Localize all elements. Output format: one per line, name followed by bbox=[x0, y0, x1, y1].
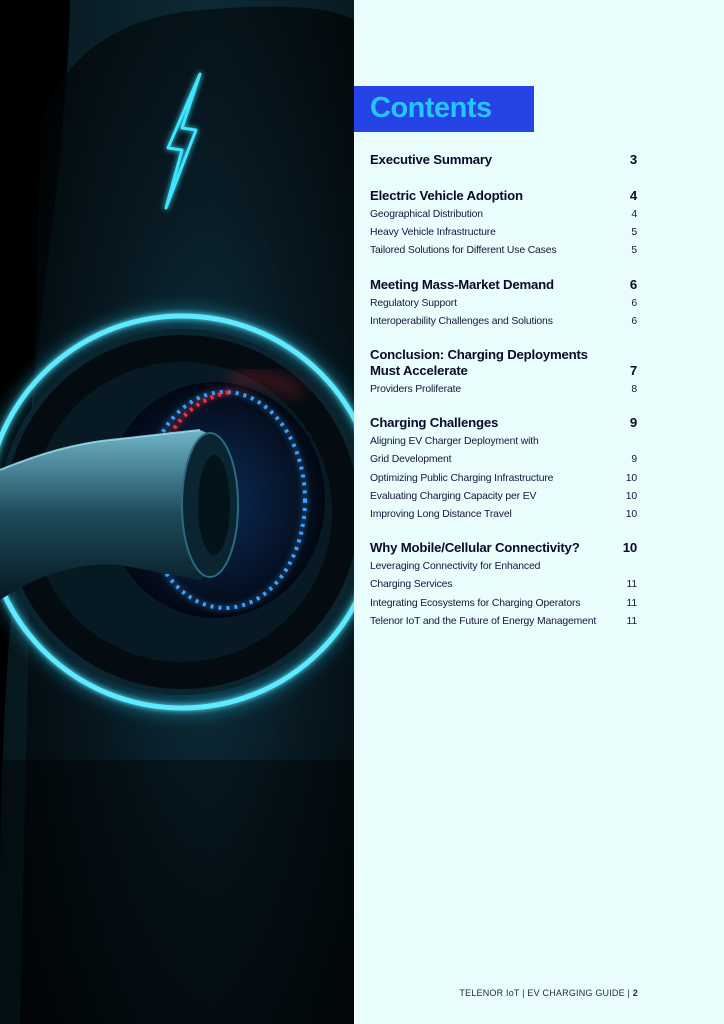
toc-section-page: 3 bbox=[629, 152, 637, 167]
table-of-contents bbox=[370, 152, 637, 647]
toc-section-title: Conclusion: Charging Deployments Must Accelerate bbox=[370, 347, 588, 379]
footer-page-number: 2 bbox=[632, 988, 638, 998]
toc-section bbox=[370, 188, 637, 261]
toc-section-heading[interactable] bbox=[370, 415, 637, 431]
toc-item[interactable] bbox=[370, 470, 637, 488]
toc-subsection-list bbox=[370, 558, 637, 631]
toc-item-page: 11 bbox=[626, 597, 637, 609]
toc-item-title: Evaluating Charging Capacity per EV bbox=[370, 490, 537, 502]
toc-item-title: Providers Proliferate bbox=[370, 384, 461, 396]
toc-item-page: 11 bbox=[626, 615, 637, 627]
toc-section bbox=[370, 540, 637, 631]
footer-guide: EV CHARGING GUIDE bbox=[527, 988, 625, 998]
toc-item-page: 4 bbox=[631, 209, 637, 220]
toc-section-page: 9 bbox=[629, 415, 637, 431]
toc-section-heading[interactable] bbox=[370, 152, 637, 168]
toc-item-title: Improving Long Distance Travel bbox=[370, 509, 512, 521]
toc-item[interactable] bbox=[370, 295, 637, 313]
footer-brand: TELENOR IoT bbox=[459, 988, 520, 998]
toc-item-page: 11 bbox=[626, 579, 637, 591]
toc-item[interactable] bbox=[370, 613, 637, 631]
ev-charger-illustration bbox=[0, 0, 354, 1024]
toc-section-title: Executive Summary bbox=[370, 152, 492, 167]
toc-item-page: 10 bbox=[625, 509, 637, 521]
toc-subsection-list bbox=[370, 295, 637, 331]
page-footer: TELENOR IoT | EV CHARGING GUIDE | 2 bbox=[459, 988, 638, 998]
toc-item-page: 5 bbox=[631, 227, 637, 239]
toc-section-page: 6 bbox=[629, 276, 637, 292]
page-title: Contents bbox=[370, 92, 492, 124]
contents-title-box bbox=[354, 86, 534, 132]
toc-item-page: 6 bbox=[631, 315, 637, 327]
toc-item[interactable] bbox=[370, 206, 637, 224]
toc-section bbox=[370, 277, 637, 331]
toc-section bbox=[370, 415, 637, 524]
toc-section-heading[interactable] bbox=[370, 347, 637, 379]
toc-item[interactable] bbox=[370, 506, 637, 524]
toc-section-title: Meeting Mass-Market Demand bbox=[370, 276, 554, 292]
toc-section-heading[interactable] bbox=[370, 277, 637, 293]
toc-item-title: Integrating Ecosystems for Charging Operators bbox=[370, 597, 581, 609]
toc-subsection-list bbox=[370, 433, 637, 524]
hero-image bbox=[0, 0, 354, 1024]
toc-item[interactable] bbox=[370, 595, 637, 613]
toc-subsection-list bbox=[370, 206, 637, 261]
toc-item[interactable] bbox=[370, 381, 637, 399]
toc-section-title: Charging Challenges bbox=[370, 415, 499, 431]
toc-item-title: Geographical Distribution bbox=[370, 209, 483, 220]
toc-item[interactable] bbox=[370, 224, 637, 242]
toc-item-title: Regulatory Support bbox=[370, 297, 457, 309]
toc-item-title: Aligning EV Charger Deployment with Grid Development bbox=[370, 436, 539, 466]
toc-item[interactable] bbox=[370, 313, 637, 331]
toc-item-title: Heavy Vehicle Infrastructure bbox=[370, 227, 496, 239]
toc-section bbox=[370, 347, 637, 399]
toc-item[interactable] bbox=[370, 242, 637, 260]
toc-item[interactable] bbox=[370, 558, 637, 594]
toc-item-page: 10 bbox=[625, 472, 637, 484]
toc-item-title: Optimizing Public Charging Infrastructure bbox=[370, 472, 554, 484]
toc-section-heading[interactable] bbox=[370, 188, 637, 204]
toc-item-title: Telenor IoT and the Future of Energy Management bbox=[370, 615, 597, 627]
toc-item-page: 9 bbox=[631, 454, 637, 466]
toc-item-page: 8 bbox=[631, 384, 637, 396]
toc-item-page: 5 bbox=[631, 245, 637, 257]
toc-section-page: 10 bbox=[622, 540, 637, 556]
toc-section-heading[interactable] bbox=[370, 540, 637, 556]
toc-item[interactable] bbox=[370, 488, 637, 506]
toc-section-title: Why Mobile/Cellular Connectivity? bbox=[370, 540, 580, 556]
toc-subsection-list bbox=[370, 381, 637, 399]
toc-section bbox=[370, 152, 637, 168]
toc-section-title: Electric Vehicle Adoption bbox=[370, 188, 523, 203]
toc-item-page: 6 bbox=[631, 297, 637, 309]
toc-section-page: 7 bbox=[629, 363, 637, 379]
toc-item-title: Interoperability Challenges and Solutions bbox=[370, 315, 553, 327]
toc-section-page: 4 bbox=[629, 188, 637, 203]
toc-item-title: Leveraging Connectivity for Enhanced Charging Services bbox=[370, 561, 541, 591]
toc-item-page: 10 bbox=[625, 490, 637, 502]
contents-panel bbox=[354, 0, 724, 1024]
toc-item-title: Tailored Solutions for Different Use Cases bbox=[370, 245, 557, 257]
toc-item[interactable] bbox=[370, 433, 637, 469]
